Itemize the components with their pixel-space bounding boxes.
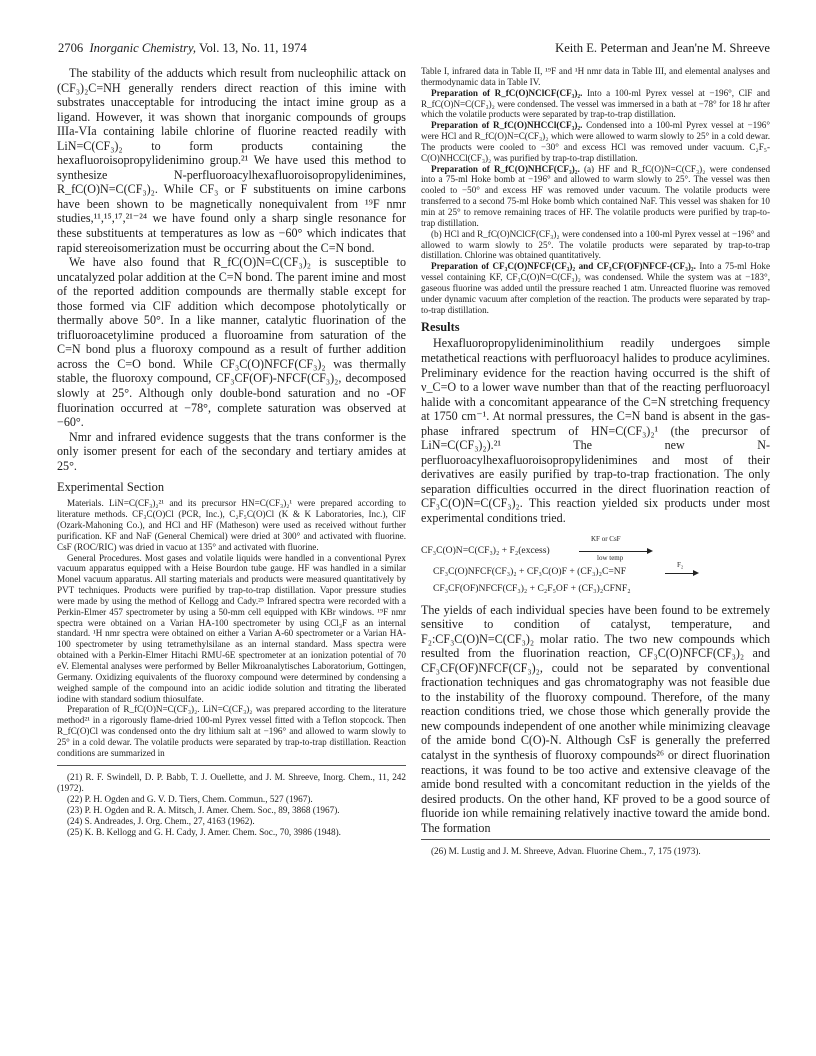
run-in-heading-general: General Procedures. — [67, 552, 142, 563]
footnote-rule-right — [421, 839, 770, 840]
run-in-heading-prep-b: Preparation of R_fC(O)NHCCl(CF₃)₂. — [431, 120, 583, 131]
paragraph-general-procedures — [57, 553, 406, 705]
running-header — [58, 41, 770, 57]
paragraph-intro-2: We have also found that R_fC(O)N=C(CF₃)₂ is susceptible to uncatalyzed polar addition at the C=N bond. The parent imine and most of the reported addition compounds are thermally stable except for those formed via ClF addition which decompose photolytically or thermally above 50°. In a like manner, catalytic fluorination of the trifluoroacetylimine produced a fluoroamine from saturation of the C=N bond plus a fluoroxy compound as a result of further addition across the C=O bond. While CF₃C(O)NFCF(CF₃)₂ was thermally stable, the fluoroxy compound, CF₃CF(OF)-NFCF(CF₃)₂, decomposed slowly at 25°. Although only double-bond saturation and no -OF fluorination occurred at −78°, complete saturation was observed at −60°. — [57, 255, 406, 430]
page-number: 2706 — [58, 41, 84, 55]
scheme-products-2: CF₃CF(OF)NFCF(CF₃)₂ + C₂F₅OF + (CF₃)₂CFNF₂ — [433, 582, 631, 594]
prep-text: LiN=C(CF₃)₂ was prepared according to the literature method²¹ in a rigorously flame-dried 100-ml Pyrex vessel fitted with a Teflon stopcock. Then R_fC(O)Cl was condensed onto the dry lithium salt at −196° and allowed to warm slowly to 25° in a cold dewar. The volatile products were separated by trap-to-trap distillation. Reaction conditions are summarized in — [57, 704, 406, 758]
scheme-condition: low temp — [597, 553, 624, 562]
journal-name: Inorganic Chemistry, — [89, 41, 197, 55]
left-column — [57, 66, 406, 838]
scheme-arrowhead-2 — [693, 570, 699, 576]
general-text: Most gases and volatile liquids were handled in a conventional Pyrex vacuum apparatus equipped with a Heise Bourdon tube gauge. HF was handled in a similar Monel vacuum apparatus. All starting materials and products were measured quantitatively by PVT techniques. Products were purified by trap-to-trap distillation. Vapor pressure studies were made by using the method of Kellogg and Cady.²⁵ Infrared spectra were recorded with a Perkin-Elmer 457 spectrometer by using a 50-mm cell equipped with KBr windows. ¹⁹F nmr spectra were obtained on a Varian HA-100 spectrometer by using CCl₃F as an internal standard. ¹H nmr spectra were obtained on either a Varian A-60 spectrometer or a Varian HA-100 spectrometer by using tetramethylsilane as an internal standard. Mass spectra were obtained with a Perkin-Elmer Hitachi RMU-6E spectrometer at an ionization potential of 70 eV. Elemental analyses were performed by Beller Mikroanalytisches Laboratorium, Gottingen, Germany. Oxidizing equivalents of the fluoroxy compound were determined by condensing a weighed sample of the compound into an acidic iodide solution and titrating the liberated iodine with standard sodium thiosulfate. — [57, 552, 406, 704]
right-column — [421, 66, 770, 857]
reference-24: (24) S. Andreades, J. Org. Chem., 27, 4163 (1962). — [67, 815, 255, 826]
scheme-reactants: CF₃C(O)N=C(CF₃)₂ + F₂(excess) — [421, 544, 550, 556]
prep-d-text: Into a 75-ml Hoke vessel containing KF, CF₃C(O)N=C(CF₃)₂ was condensed. While the system was at −183°, gaseous fluorine was added until the pressure reached 1 atm. Unreacted fluorine was removed under dynamic vacuum after completion of the reaction. The products were separated by trap-to-trap distillation. — [421, 261, 770, 315]
section-heading-experimental: Experimental Section — [57, 480, 165, 495]
reference-21: (21) R. F. Swindell, D. P. Babb, T. J. Ouellette, and J. M. Shreeve, Inorg. Chem., 11, 242 (1972). — [57, 771, 406, 793]
header-left — [58, 41, 307, 56]
paragraph-prep-fluorination — [421, 261, 770, 315]
paragraph-prep-hf-adduct — [421, 164, 770, 229]
paragraph-results-1: Hexafluoropropylideniminolithium readily undergoes simple metathetical reactions with perfluoroacyl halides to produce acylimines. Preliminary evidence for the reaction having occurred is the shift of ν_C=O to a lower wave number than that of the reacting perfluoroacyl halide with a concomitant appearance of the C=N stretching frequency at 1750 cm⁻¹. At normal pressures, the C=N band is absent in the gas-phase infrared spectrum of HN=C(CF₃)₂¹ (the precursor of LiN=C(CF₃)₂).²¹ The new N-perfluoroacylhexafluoroisopropylidenimines and most of their derivatives are easily purified by trap-to-trap fractionation. The only separation difficulties occurred in the direct fluorination reaction of CF₃C(O)N=C(CF₃)₂. This reaction yielded six products under most experimental conditions tried. — [421, 336, 770, 525]
scheme-products-1: CF₃C(O)NFCF(CF₃)₂ + CF₃C(O)F + (CF₃)₂C=NF — [433, 565, 627, 577]
prep-a-text: Into a 100-ml Pyrex vessel at −196°, ClF and R_fC(O)N=C(CF₃)₂ were condensed. The vessel was immersed in a bath at −78° for 18 hr after which the volatile products were separated by trap-to-trap distillation. — [421, 87, 770, 120]
scheme-arrow-1 — [579, 551, 649, 552]
paragraph-results-2: The yields of each individual species have been found to be extremely sensitive to condition of catalyst, temperature, and F₂:CF₃C(O)N=C(CF₃)₂ molar ratio. The two new compounds which resulted from the fluorination reaction, CF₃C(O)NFCF(CF₃)₂ and CF₃CF(OF)NFCF(CF₃)₂, could not be separated by conventional fractionation techniques and gas chromatography was not feasible due to the instability of the fluoroxy compound. Therefore, of the many reaction conditions tried, we chose those which generally provide the new compounds independent of one another while minimizing cleavage of the amide bond C(O)-N. Although CsF is generally the preferred catalyst in the synthesis of fluoroxy compounds²⁶ or direct fluorination reactions, it was found to be too active and extensive cleavage of the amide bond resulted with a concomitant reduction in the yields of the desired products. On the other hand, KF proved to be a good source of fluoride ion while remaining relatively inactive toward the amide bond. The formation — [421, 602, 770, 835]
reference-22: (22) P. H. Ogden and G. V. D. Tiers, Chem. Commun., 527 (1967). — [67, 793, 313, 804]
paragraph-intro-3: Nmr and infrared evidence suggests that the trans conformer is the only isomer present for each of the secondary and tertiary amides at 25°. — [57, 429, 406, 473]
run-in-heading-prep-a: Preparation of R_fC(O)NClCF(CF₃)₂. — [431, 87, 583, 98]
reference-25: (25) K. B. Kellogg and G. H. Cady, J. Amer. Chem. Soc., 70, 3986 (1948). — [67, 826, 341, 837]
prep-b-text: Condensed into a 100-ml Pyrex vessel at −196° were HCl and R_fC(O)N=C(CF₃)₂ which were allowed to warm slowly to 25° in a cold dewar. The products were cooled to −30° and excess HCl was removed under vacuum. C₂F₅-C(O)NHCCl(CF₃)₂ was purified by trap-to-trap distillation. — [421, 120, 770, 163]
scheme-arrow-2 — [665, 573, 695, 574]
paragraph-table-summary: Table I, infrared data in Table II, ¹⁹F and ¹H nmr data in Table III, and elemental analyses and thermodynamic data in Table IV. — [421, 66, 770, 87]
reaction-scheme — [421, 531, 770, 597]
paragraph-intro-1: The stability of the adducts which result from nucleophilic attack on (CF₃)₂C=NH generally renders direct reaction of this imine with substrates unacceptable for introducing the intact imine group as a ligand. However, it was shown that inorganic compounds of groups IIIa-VIa containing labile chlorine of fluorine reacted readily with LiN=C(CF₃)₂ to form products containing the hexafluoroisopropylidenimino group.²¹ We have used this method to synthesize N-perfluoroacylhexafluoroisopropylidenimines, R_fC(O)N=C(CF₃)₂. While CF₃ or F substituents on imine carbons have been shown to be magnetically nonequivalent from ¹⁹F nmr studies,¹¹,¹⁵,¹⁷,²¹⁻²⁴ we have found only a sharp single resonance for these substituents at temperatures as low as −60° which indicates that rapid stereoisomerization must be occurring about the C=N bond. — [57, 66, 406, 255]
prep-c-text: (a) HF and R_fC(O)N=C(CF₃)₂ were condensed into a 75-ml Hoke bomb at −196° and allowed to warm slowly to 25°. The vessel was then cooled to −50° and excess HF was removed under vacuum. The volatile products were transferred to a second 75-ml Hoke bomb which contained NaF. This vessel was shaken for 10 min at 25° to remove remaining traces of HF. The volatile products were purified by trap-to-trap distillation. — [421, 163, 771, 228]
scheme-catalyst: KF or CsF — [591, 534, 621, 543]
footnote-rule — [57, 765, 406, 766]
scheme-f2-label: F₂ — [677, 560, 684, 569]
run-in-heading-prep: Preparation of R_fC(O)N=C(CF₃)₂. — [67, 704, 200, 715]
section-heading-results: Results — [421, 320, 460, 335]
header-authors: Keith E. Peterman and Jean'ne M. Shreeve — [555, 41, 770, 55]
reference-23: (23) P. H. Ogden and R. A. Mitsch, J. Amer. Chem. Soc., 89, 3868 (1967). — [67, 804, 340, 815]
paragraph-prep-hcl-adduct — [421, 120, 770, 163]
reference-26: (26) M. Lustig and J. M. Shreeve, Advan. Fluorine Chem., 7, 175 (1973). — [431, 846, 701, 857]
run-in-heading-prep-c: Preparation of R_fC(O)NHCF(CF₃)₂. — [431, 163, 580, 174]
paragraph-materials — [57, 498, 406, 552]
materials-text: LiN=C(CF₃)₂²¹ and its precursor HN=C(CF₃)₂¹ were prepared according to literature methods. CF₃C(O)Cl (PCR, Inc.), C₂F₅C(O)Cl (K & K Laboratories, Inc.), ClF (Ozark-Mahoning Co.), and HCl and HF (Matheson) were used as received without further purification. KF and NaF (General Chemical) were dried at 300° and activated with fluorine. CsF (ROC/RIC) was dried in vacuo at 135° and activated with fluorine. — [57, 498, 406, 552]
run-in-heading-prep-d: Preparation of CF₃C(O)NFCF(CF₃)₂ and CF₃CF(OF)NFCF-(CF₃)₂. — [431, 261, 696, 272]
journal-volume: Vol. 13, No. 11, 1974 — [198, 41, 307, 55]
paragraph-prep-acylimine — [57, 704, 406, 758]
run-in-heading-materials: Materials. — [67, 498, 104, 509]
paragraph-prep-hf-adduct-b: (b) HCl and R_fC(O)NClCF(CF₃)₂ were condensed into a 100-ml Pyrex vessel at −196° and allowed to warm slowly to 25°. The volatile products were separated by trap-to-trap distillation. Chlorine was obtained quantitatively. — [421, 228, 770, 261]
scheme-arrowhead-1 — [647, 548, 653, 554]
paragraph-prep-chloroamine — [421, 88, 770, 121]
